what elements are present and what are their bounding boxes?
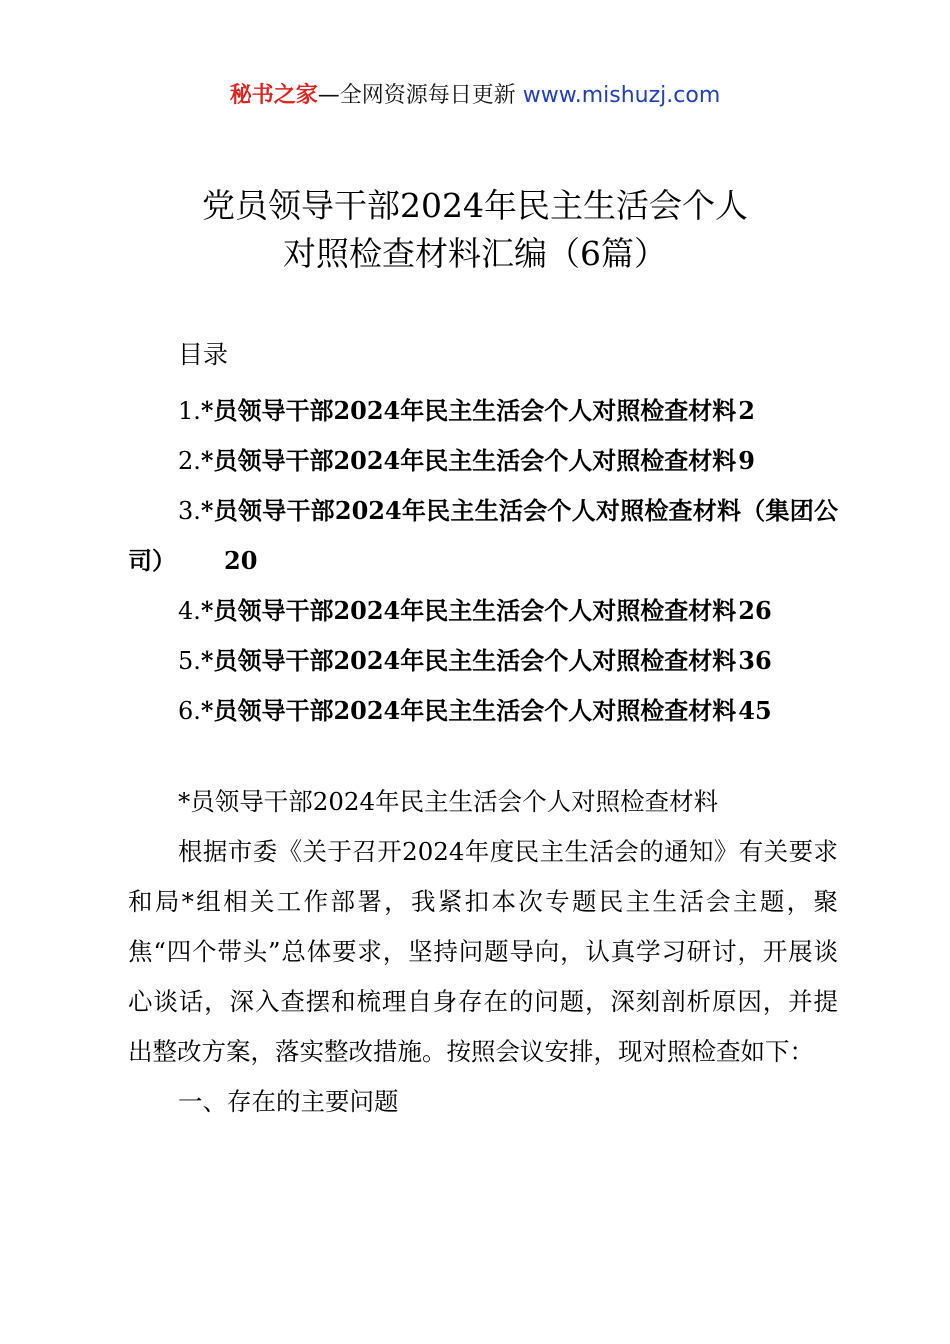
toc-item[interactable] (128, 636, 838, 686)
toc-item-page: 9 (738, 446, 755, 475)
toc-item[interactable] (128, 486, 838, 586)
toc-item-text: *员领导干部2024年民主生活会个人对照检查材料 (200, 596, 737, 625)
toc-item-text: *员领导干部2024年民主生活会个人对照检查材料 (200, 646, 737, 675)
toc-item[interactable] (128, 436, 838, 486)
document-body (128, 777, 838, 1127)
toc-item-text: *员领导干部2024年民主生活会个人对照检查材料 (200, 696, 737, 725)
section-title: *员领导干部2024年民主生活会个人对照检查材料 (178, 787, 719, 816)
document-title (0, 182, 950, 278)
toc-item-page: 20 (224, 546, 258, 575)
toc-item-page: 2 (738, 396, 755, 425)
toc-item-page: 26 (738, 596, 772, 625)
toc-item-number: 2. (178, 447, 201, 475)
site-banner (0, 80, 950, 112)
table-of-contents (128, 386, 838, 736)
toc-heading: 目录 (178, 340, 229, 369)
toc-item-text: *员领导干部2024年民主生活会个人对照检查材料 (200, 446, 737, 475)
document-title-line-1: 党员领导干部2024年民主生活会个人 (202, 186, 748, 225)
document-title-line-2: 对照检查材料汇编（6篇） (283, 234, 667, 273)
toc-item-number: 3. (178, 497, 201, 525)
toc-item-text: *员领导干部2024年民主生活会个人对照检查材料 (200, 396, 737, 425)
toc-item-number: 4. (178, 597, 201, 625)
banner-brand: 秘书之家 (229, 83, 318, 108)
heading-1: 一、存在的主要问题 (178, 1087, 399, 1116)
toc-item[interactable] (128, 386, 838, 436)
toc-item[interactable] (128, 686, 838, 736)
toc-item[interactable] (128, 586, 838, 636)
toc-item-number: 5. (178, 647, 201, 675)
toc-item-text: *员领导干部2024年民主生活会个人对照检查材料（集团公司） (128, 496, 838, 575)
toc-item-page: 45 (738, 696, 772, 725)
banner-url-link[interactable]: www.mishuzj.com (522, 83, 721, 108)
toc-item-page: 36 (738, 646, 772, 675)
toc-item-number: 1. (178, 397, 201, 425)
intro-paragraph: 根据市委《关于召开2024年度民主生活会的通知》有关要求和局*组相关工作部署，我紧扣本次专题民主生活会主题，聚焦“四个带头”总体要求，坚持问题导向，认真学习研讨，开展谈心谈话，深入查摆和梳理自身存在的问题，深刻剖析原因，并提出整改方案，落实整改措施。按照会议安排，现对照检查如下： (128, 837, 838, 1066)
toc-item-number: 6. (178, 697, 201, 725)
banner-tagline: —全网资源每日更新 (317, 83, 516, 108)
